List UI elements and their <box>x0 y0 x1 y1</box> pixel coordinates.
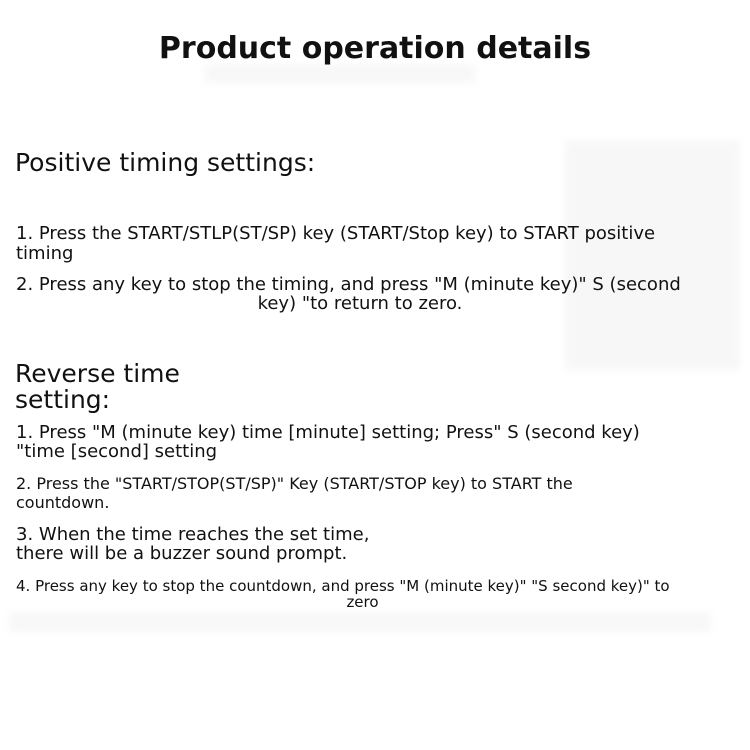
positive-step-2-line-2: key) "to return to zero. <box>257 293 463 314</box>
positive-step-1-line-2: timing <box>16 243 74 264</box>
reverse-step-3-line-2: there will be a buzzer sound prompt. <box>16 543 348 564</box>
background-smudge <box>10 612 710 632</box>
reverse-step-2-line-1: 2. Press the "START/STOP(ST/SP)" Key (START/STOP key) to START the <box>16 474 573 493</box>
reverse-step-1-line-2: "time [second] setting <box>16 441 218 462</box>
page-title: Product operation details <box>158 31 592 66</box>
reverse-heading-line-2: setting: <box>15 385 111 414</box>
positive-step-1-line-1: 1. Press the START/STLP(ST/SP) key (START/Stop key) to START positive <box>16 223 656 244</box>
reverse-step-2-line-2: countdown. <box>16 493 110 512</box>
reverse-step-4-line-1: 4. Press any key to stop the countdown, and press "M (minute key)" "S second key)" to <box>16 577 670 595</box>
reverse-step-4-line-2: zero <box>346 593 379 611</box>
background-smudge <box>565 140 740 370</box>
reverse-step-1-line-1: 1. Press "M (minute key) time [minute] setting; Press" S (second key) <box>16 422 640 443</box>
positive-step-2-line-1: 2. Press any key to stop the timing, and press "M (minute key)" S (second <box>16 274 681 295</box>
reverse-step-3-line-1: 3. When the time reaches the set time, <box>16 524 370 545</box>
positive-timing-heading: Positive timing settings: <box>15 148 316 177</box>
reverse-heading-line-1: Reverse time <box>15 359 180 388</box>
